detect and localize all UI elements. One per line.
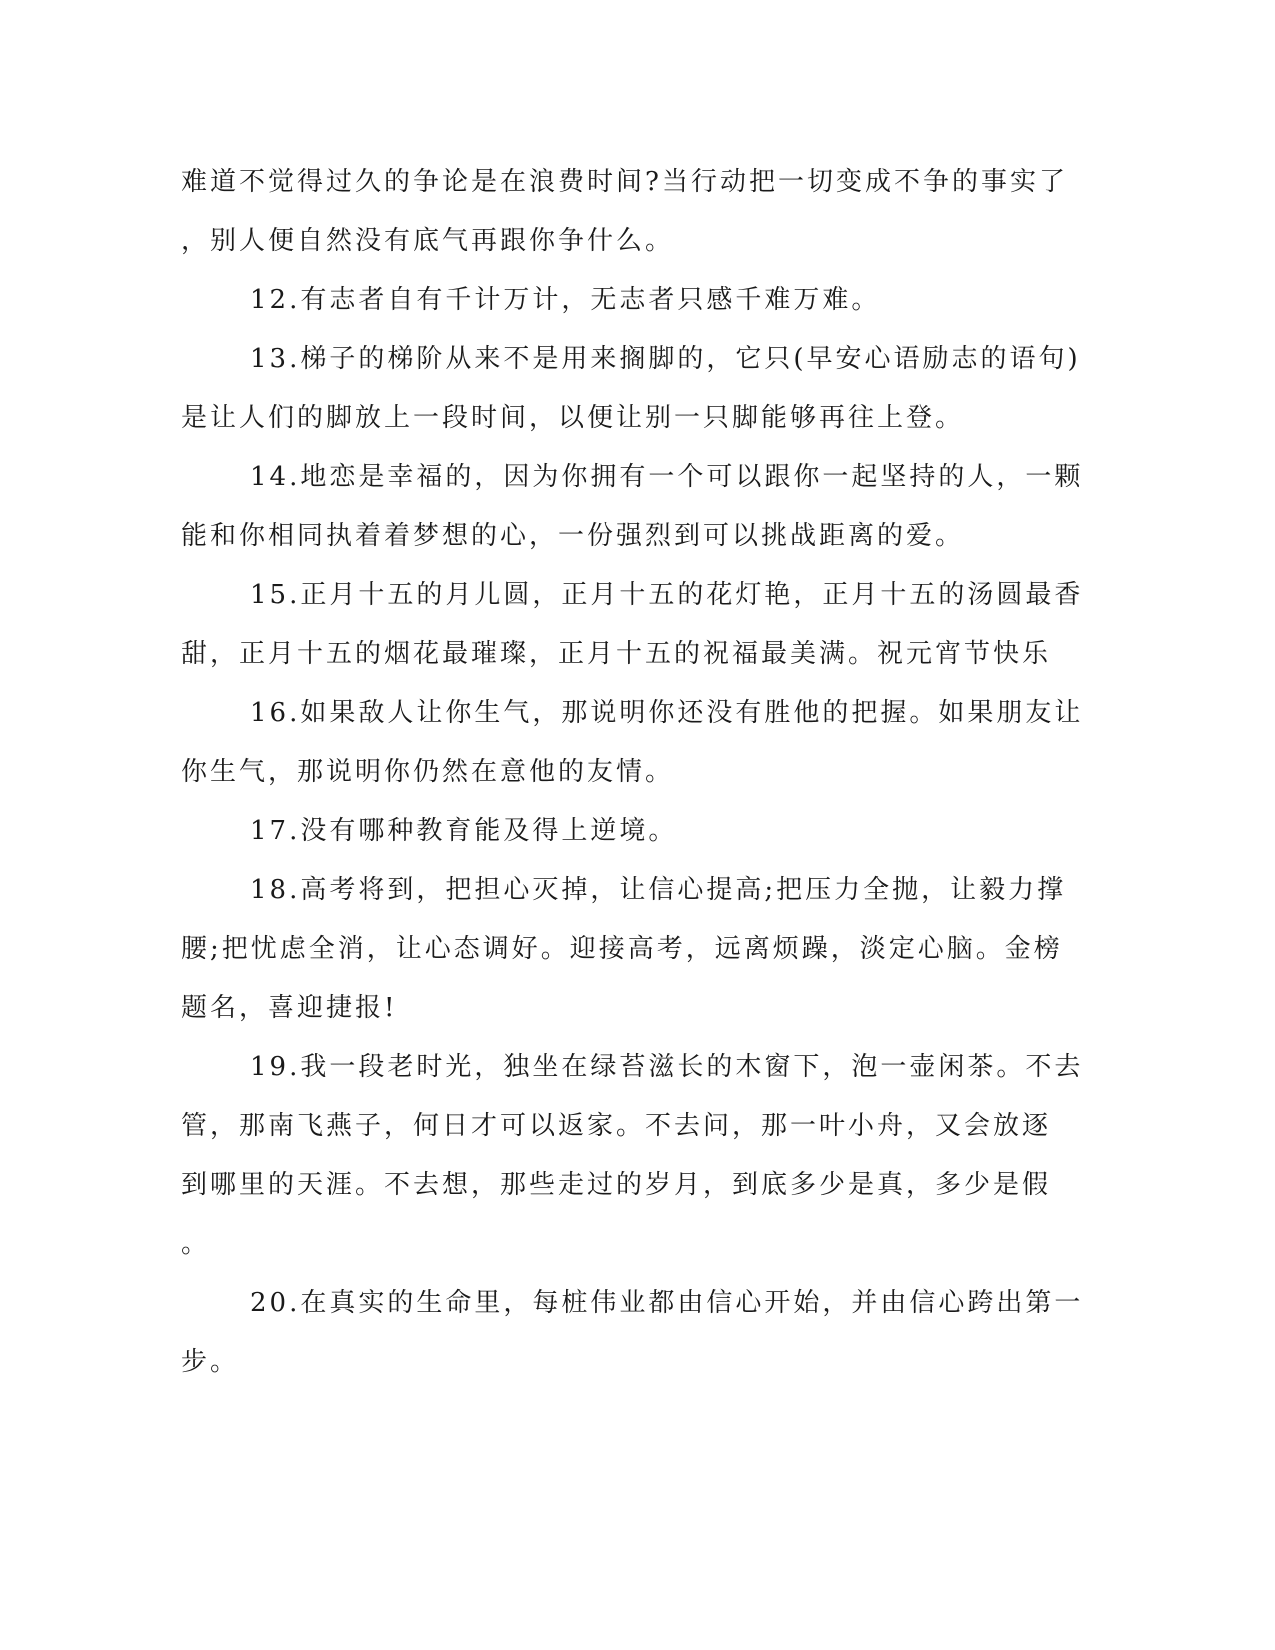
text-line: 20.在真实的生命里，每桩伟业都由信心开始，并由信心跨出第一 [250,1288,1084,1318]
text-line: 是让人们的脚放上一段时间，以便让别一只脚能够再往上登。 [181,403,965,433]
text-line: 腰;把忧虑全消，让心态调好。迎接高考，远离烦躁，淡定心脑。金榜 [181,934,1063,964]
text-line: 步。 [181,1347,240,1377]
text-line: 管，那南飞燕子，何日才可以返家。不去问，那一叶小舟，又会放逐 [181,1111,1052,1141]
text-line: 能和你相同执着着梦想的心，一份强烈到可以挑战距离的爱。 [181,521,965,551]
text-line: 15.正月十五的月儿圆，正月十五的花灯艳，正月十五的汤圆最香 [250,580,1084,610]
text-line: 你生气，那说明你仍然在意他的友情。 [181,757,675,787]
text-line: 18.高考将到，把担心灭掉，让信心提高;把压力全抛，让毅力撑 [250,875,1067,905]
text-line: 13.梯子的梯阶从来不是用来搁脚的，它只(早安心语励志的语句) [250,344,1081,374]
text-line: 17.没有哪种教育能及得上逆境。 [250,816,678,846]
text-line: 19.我一段老时光，独坐在绿苔滋长的木窗下，泡一壶闲茶。不去 [250,1052,1084,1082]
text-line: 甜，正月十五的烟花最璀璨，正月十五的祝福最美满。祝元宵节快乐 [181,639,1052,669]
text-line: 到哪里的天涯。不去想，那些走过的岁月，到底多少是真，多少是假 [181,1170,1052,1200]
text-line: 14.地恋是幸福的，因为你拥有一个可以跟你一起坚持的人，一颗 [250,462,1084,492]
text-line: ，别人便自然没有底气再跟你争什么。 [181,226,675,256]
text-line: 。 [181,1229,211,1259]
text-line: 12.有志者自有千计万计，无志者只感千难万难。 [250,285,881,315]
text-line: 题名，喜迎捷报! [181,993,398,1023]
text-line: 难道不觉得过久的争论是在浪费时间?当行动把一切变成不争的事实了 [181,167,1068,197]
text-line: 16.如果敌人让你生气，那说明你还没有胜他的把握。如果朋友让 [250,698,1084,728]
